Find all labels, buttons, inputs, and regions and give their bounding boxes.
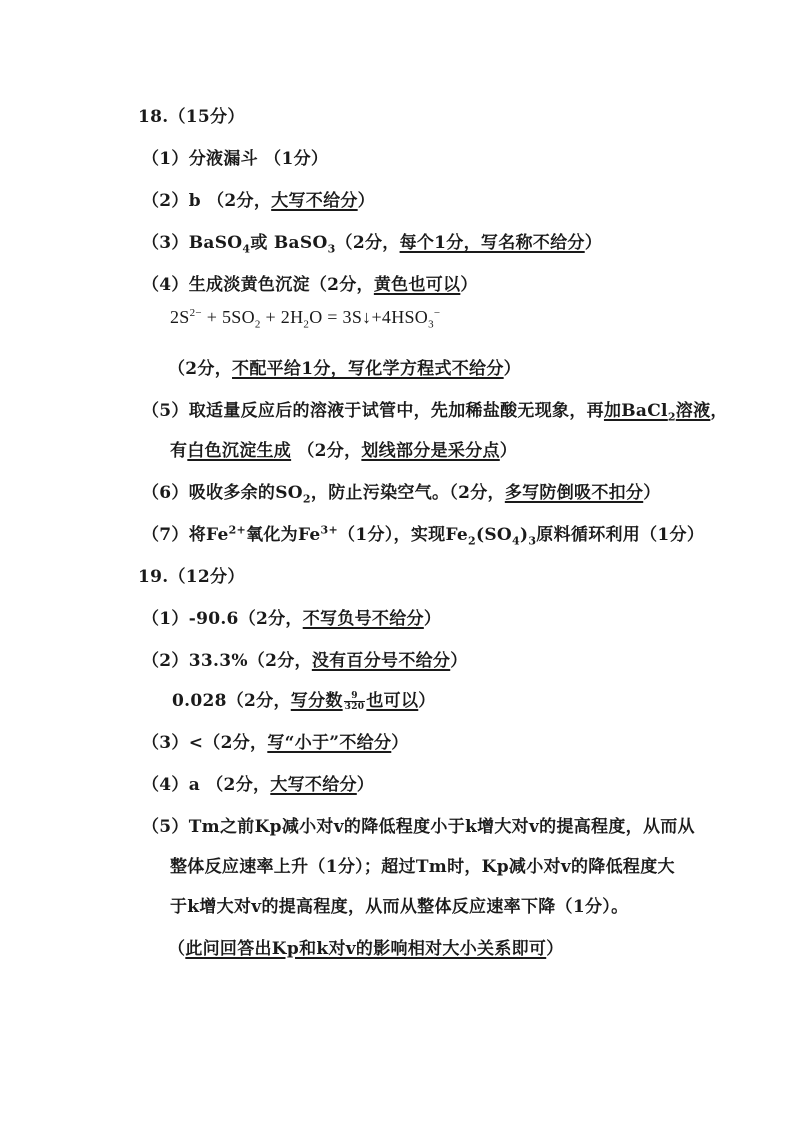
- q18-answer-2: （2）b （2分，大写不给分）: [142, 191, 375, 211]
- q18-title: 18.（15分）: [138, 107, 245, 127]
- q19-answer-5-line1: （5）Tm之前Kp减小对v的降低程度小于k增大对v的提高程度，从而从: [142, 817, 695, 837]
- q18-answer-4: （4）生成淡黄色沉淀（2分，黄色也可以）: [142, 275, 478, 295]
- underlined-note: 多写防倒吸不扣分: [504, 483, 644, 503]
- underlined-note: 划线部分是采分点: [361, 441, 500, 461]
- underlined-note: 不写负号不给分: [302, 609, 424, 629]
- underlined-note: 写分数 $\frac{9}{320}$ 也可以: [290, 691, 419, 712]
- underlined-note: 没有百分号不给分: [311, 651, 451, 671]
- underlined-note: 加BaCl$_2$溶液: [603, 401, 711, 424]
- q18-answer-5: （5）取适量反应后的溶液于试管中，先加稀盐酸无现象，再加BaCl$_2$溶液，: [142, 401, 728, 424]
- underlined-note: 此问回答出Kp和k对v的影响相对大小关系即可: [185, 939, 547, 959]
- q19-answer-4: （4）a （2分，大写不给分）: [142, 775, 375, 795]
- underlined-note: 大写不给分: [270, 775, 357, 795]
- q19-answer-3: （3）<（2分，写“小于”不给分）: [142, 733, 409, 753]
- q18-answer-1: （1）分液漏斗 （1分）: [142, 149, 329, 169]
- q18-answer-7: （7）将$Fe^{2+}$氧化为$Fe^{3+}(1$分），实现$Fe_2(SO_4)_3$原料循环利用（1分）: [142, 523, 705, 548]
- q18-ionic-equation: $2S^{2-} + 5SO_2 + 2H_2O$ = $3S↓+4HSO_3^-$: [170, 307, 441, 331]
- q19-answer-5-note: （此问回答出Kp和k对v的影响相对大小关系即可）: [168, 939, 564, 959]
- q19-answer-5-line3: 于k增大对v的提高程度，从而从整体反应速率下降（1分）。: [170, 897, 629, 917]
- q18-answer-6: （6）吸收多余的$SO_2$，防止污染空气。（2分，多写防倒吸不扣分）: [142, 483, 661, 506]
- underlined-note: 大写不给分: [271, 191, 358, 211]
- q18-answer-5-cont: 有白色沉淀生成 （2分，划线部分是采分点）: [170, 441, 518, 461]
- underlined-note: 不配平给1分，写化学方程式不给分: [232, 359, 504, 379]
- q19-title: 19.（12分）: [138, 567, 245, 587]
- underlined-note: 白色沉淀生成: [187, 441, 292, 461]
- q19-answer-1: （1）-90.6（2分，不写负号不给分）: [142, 609, 442, 629]
- q18-answer-3: （3）BaSO$_4$或 BaSO$_3$（2分，每个1分，写名称不给分）: [142, 233, 603, 256]
- q19-answer-2-cont: 0.028（2分，写分数 $\frac{9}{320}$ 也可以）: [172, 691, 436, 712]
- fraction: $\frac{9}{320}$: [344, 691, 365, 712]
- q18-answer-4-note: （2分，不配平给1分，写化学方程式不给分）: [168, 359, 521, 379]
- q19-answer-5-line2: 整体反应速率上升（1分）；超过Tm时，Kp减小对v的降低程度大: [170, 857, 675, 877]
- underlined-note: 写“小于”不给分: [267, 733, 392, 753]
- underlined-note: 黄色也可以: [373, 275, 461, 295]
- q19-answer-2: （2）33.3%（2分，没有百分号不给分）: [142, 651, 468, 671]
- underlined-note: 每个1分，写名称不给分: [399, 233, 585, 253]
